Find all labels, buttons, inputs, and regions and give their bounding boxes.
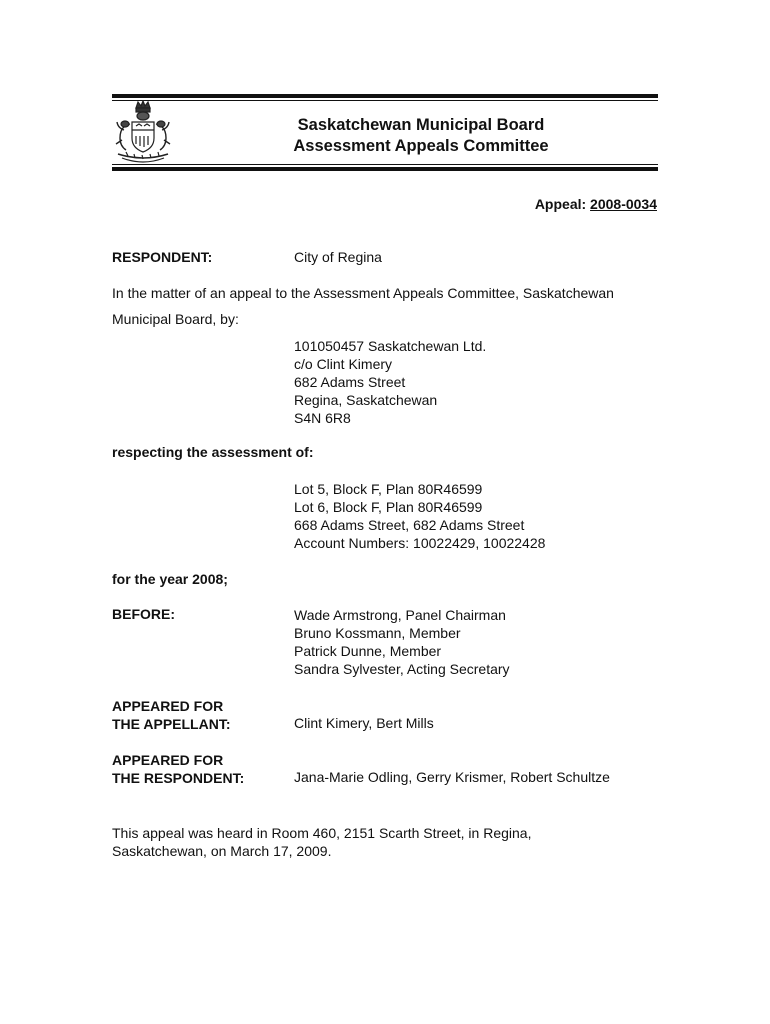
address-line: c/o Clint Kimery	[294, 356, 393, 372]
assessment-line: Lot 5, Block F, Plan 80R46599	[294, 481, 483, 497]
appeared-appellant-value: Clint Kimery, Bert Mills	[294, 715, 434, 731]
assessment-line: 668 Adams Street, 682 Adams Street	[294, 517, 525, 533]
address-line: 682 Adams Street	[294, 374, 406, 390]
appeared-respondent-label-line-1: APPEARED FOR	[112, 752, 224, 768]
appeared-appellant-label-line-1: APPEARED FOR	[112, 698, 224, 714]
address-line: S4N 6R8	[294, 410, 351, 426]
address-line: 101050457 Saskatchewan Ltd.	[294, 338, 487, 354]
assessment-details	[294, 480, 545, 552]
appeared-appellant-label-line-2: THE APPELLANT:	[112, 716, 231, 732]
header-rule-bottom-thick	[112, 167, 658, 171]
assessment-line: Account Numbers: 10022429, 10022428	[294, 535, 546, 551]
assessment-line: Lot 6, Block F, Plan 80R46599	[294, 499, 483, 515]
before-label: BEFORE:	[112, 606, 175, 622]
board-title: Saskatchewan Municipal Board	[297, 116, 545, 134]
appeared-respondent-value: Jana-Marie Odling, Gerry Krismer, Robert Schultze	[294, 769, 610, 785]
address-line: Regina, Saskatchewan	[294, 392, 438, 408]
header-rule-top-thick	[112, 94, 658, 98]
hearing-line-1: This appeal was heard in Room 460, 2151 Scarth Street, in Regina,	[112, 825, 532, 841]
panel-member: Bruno Kossmann, Member	[294, 625, 461, 641]
panel-member: Patrick Dunne, Member	[294, 643, 442, 659]
appeared-respondent-label	[112, 751, 244, 787]
appeal-value: 2008-0034	[590, 196, 657, 212]
appellant-address	[294, 337, 486, 427]
respondent-value: City of Regina	[294, 249, 382, 265]
intro-line-2: Municipal Board, by:	[112, 311, 239, 327]
header-rule-bottom-thin	[112, 164, 658, 165]
appeal-number	[535, 196, 657, 212]
hearing-line-2: Saskatchewan, on March 17, 2009.	[112, 843, 332, 859]
panel-members	[294, 606, 510, 678]
assessment-label: respecting the assessment of:	[112, 444, 314, 460]
header-rule-top-thin	[112, 100, 658, 101]
panel-member: Wade Armstrong, Panel Chairman	[294, 607, 506, 623]
appeared-respondent-label-line-2: THE RESPONDENT:	[112, 770, 245, 786]
appeared-appellant-label	[112, 697, 230, 733]
intro-line-1: In the matter of an appeal to the Assessment Appeals Committee, Saskatchewan	[112, 285, 614, 301]
panel-member: Sandra Sylvester, Acting Secretary	[294, 661, 510, 677]
hearing-statement	[112, 824, 531, 860]
appeal-label: Appeal:	[534, 196, 587, 212]
committee-title: Assessment Appeals Committee	[293, 137, 549, 155]
assessment-year: for the year 2008;	[112, 571, 228, 587]
respondent-label: RESPONDENT:	[112, 249, 213, 265]
